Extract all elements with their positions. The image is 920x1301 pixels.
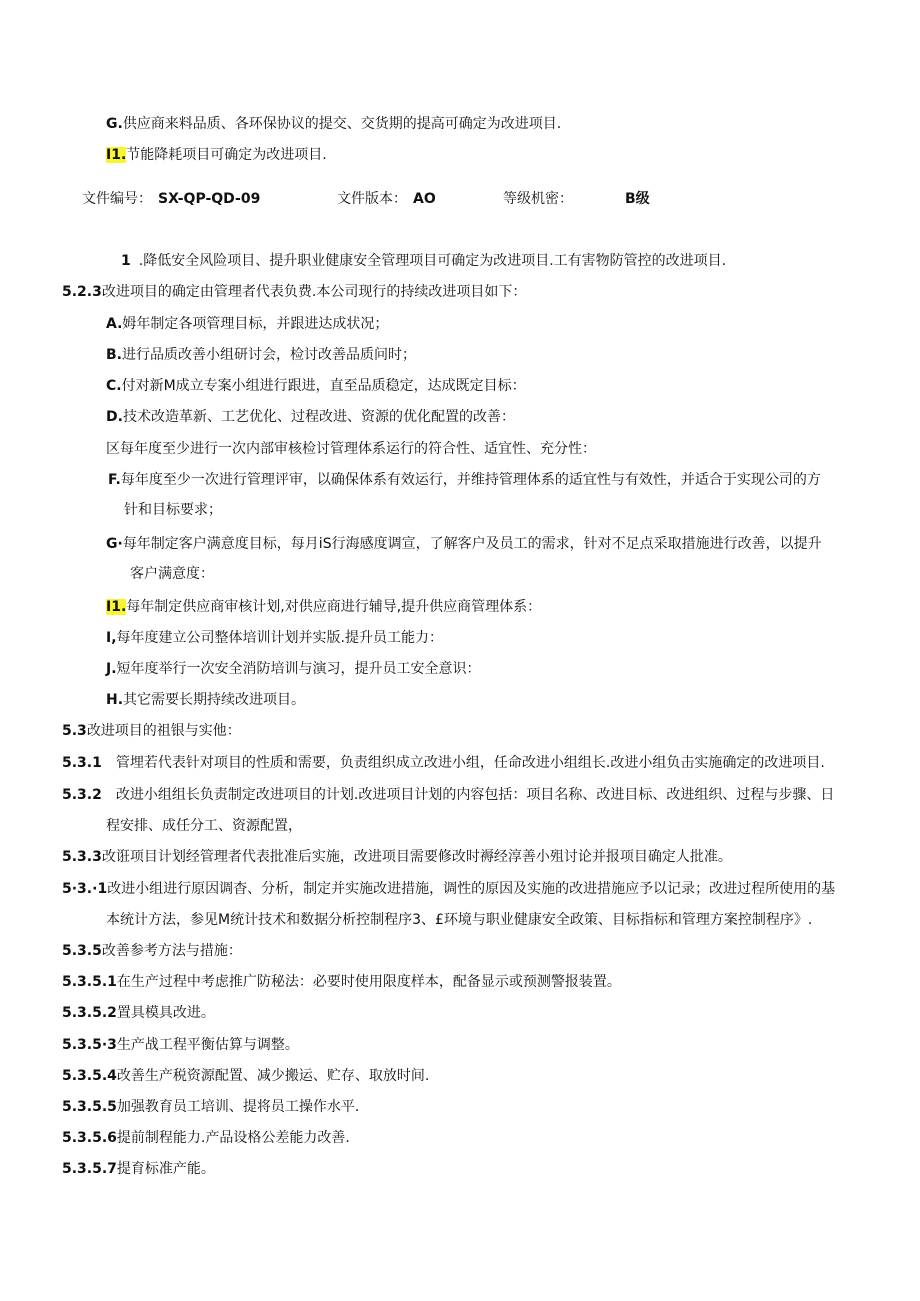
subsection-5-3-5-2 <box>62 1004 215 1022</box>
item-text: 技术改造革新、工艺优化、过程改进、资源的优化配置的改善： <box>122 409 515 425</box>
section-number: 5.3.2 <box>62 787 102 803</box>
list-item-b <box>106 346 416 364</box>
list-item-f-cont <box>124 501 222 519</box>
item-text: 付对新M成立专案小组进行跟进，直至品质稳定，达成既定目标： <box>121 378 526 394</box>
section-text: 改进小组进行原因调杳、分析，制定并实施改进措施，调性的原因及实施的改进措施应予以记录；改进过程所使用的基 <box>107 881 836 897</box>
list-item-j <box>106 660 481 678</box>
section-number: 5.3.3 <box>62 849 102 865</box>
section-5-3-4 <box>62 880 835 898</box>
list-item-h <box>106 691 305 709</box>
item-i1-top <box>106 146 327 164</box>
section-5-3-4-cont <box>106 911 812 929</box>
item-marker: G· <box>106 536 123 552</box>
list-item-d <box>106 408 515 426</box>
item-text-cont: 客户满意度： <box>130 566 214 582</box>
item-text: 进行品质改善小组研讨会，检讨改善品质问时； <box>122 347 416 363</box>
subsection-text: 加强教育员工培训、提将员工操作水平. <box>116 1099 360 1115</box>
section-5-3-3 <box>62 848 732 866</box>
subsection-number: 5.3.5.7 <box>62 1161 117 1177</box>
item-g-top <box>106 115 561 133</box>
item-marker: J. <box>106 661 117 677</box>
subsection-text: 生产战工程平衡估算与调整。 <box>116 1037 299 1053</box>
subsection-number: 5.3.5·3 <box>62 1037 117 1053</box>
item-marker: A. <box>106 316 123 332</box>
section-text: 改进项目的祖银与实他： <box>86 723 241 739</box>
list-item-f <box>108 471 821 489</box>
item-marker: 1 <box>121 253 131 269</box>
section-number: 5·3.·1 <box>62 881 108 897</box>
subsection-number: 5.3.5.1 <box>62 974 117 990</box>
subsection-text: 置具模具改进。 <box>116 1005 215 1021</box>
list-item-c <box>106 377 526 395</box>
subsection-5-3-5-5 <box>62 1098 359 1116</box>
list-item-a <box>106 315 388 333</box>
list-item-i1 <box>106 598 541 616</box>
doc-version: AO <box>413 191 436 207</box>
doc-version-label: 文件版本： <box>337 191 407 207</box>
subsection-5-3-5-3 <box>62 1036 299 1054</box>
subsection-5-3-5-7 <box>62 1160 215 1178</box>
section-text-cont: 程安排、成任分工、资源配置， <box>106 818 302 834</box>
subsection-text: 提前制程能力.产品设格公差能力改善. <box>116 1130 350 1146</box>
item-text: 每年制定客户满意度目标，每月iS行海感度调宣，了解客户及员工的需求，针对不足点采取措施进行改善，以提升 <box>122 536 822 552</box>
subsection-text: 提育标准产能。 <box>116 1161 215 1177</box>
item-marker: D. <box>106 409 123 425</box>
highlighted-marker: I1. <box>106 599 127 615</box>
subsection-number: 5.3.5.4 <box>62 1068 117 1084</box>
item-marker: B. <box>106 347 122 363</box>
item-text: 供应商来料品质、各环保协议的提交、交货期的提高可确定为改进项目. <box>122 116 562 132</box>
section-number: 5.2.3 <box>62 284 102 300</box>
item-text: 每年度至少一次进行管理评审，以确保体系有效运行，并维持管理体系的适宜性与有效性，并适合于实现公司的方 <box>120 472 821 488</box>
subsection-number: 5.3.5.6 <box>62 1130 117 1146</box>
item-marker: C. <box>106 378 122 394</box>
subsection-5-3-5-1 <box>62 973 621 991</box>
item-text: .降低安全风险项目、提升职业健康安全管理项目可确定为改进项目.工有害物防管控的改进项目. <box>138 253 727 269</box>
subsection-text: 在生产过程中考虑推广防秘法：必要时使用限度样本，配备显示或预测警报装置。 <box>116 974 621 990</box>
section-number: 5.3 <box>62 723 87 739</box>
section-5-3-1 <box>62 754 825 772</box>
section-number: 5.3.1 <box>62 755 102 771</box>
section-5-3-2 <box>62 786 834 804</box>
list-item-i <box>106 629 443 647</box>
section-text: 改进小组组长负责制定改进项目的计划.改进项目计划的内容包括：项目名称、改进目标、改进组织、过程与步骤、日 <box>115 787 835 803</box>
section-text-cont: 本统计方法，参见M统计技术和数据分析控制程序3、£环境与职业健康安全政策、目标指标和管理方案控制程序》. <box>106 912 813 928</box>
item-marker: H. <box>106 692 124 708</box>
item-text: 每年度建立公司整体培训计划并实版.提升员工能力： <box>116 630 443 646</box>
subsection-5-3-5-4 <box>62 1067 429 1085</box>
item-text: 区每年度至少进行一次内部审核检讨管理体系运行的符合性、适宜性、充分性： <box>106 441 596 457</box>
doc-number-label: 文件编号： <box>82 191 152 207</box>
highlighted-marker: I1. <box>106 147 127 163</box>
section-text: 改进项目的确定由管理者代表负费.本公司现行的持续改进项目如下： <box>101 284 527 300</box>
section-number: 5.3.5 <box>62 943 102 959</box>
subsection-number: 5.3.5.5 <box>62 1099 117 1115</box>
doc-number: SX-QP-QD-09 <box>158 191 261 207</box>
item-text: 节能降耗项目可确定为改进项目. <box>126 147 327 163</box>
section-5-3 <box>62 722 241 740</box>
item-1 <box>121 252 726 270</box>
item-text-cont: 针和目标要求； <box>124 502 222 518</box>
list-item-e <box>106 440 596 458</box>
section-5-2-3 <box>62 283 526 301</box>
section-5-3-2-cont <box>106 817 302 835</box>
list-item-g <box>106 535 822 553</box>
subsection-number: 5.3.5.2 <box>62 1005 117 1021</box>
list-item-g-cont <box>130 565 214 583</box>
section-text: 改善参考方法与措施： <box>101 943 242 959</box>
item-text: 每年制定供应商审核计划,对供应商进行辅导,提升供应商管理体系： <box>126 599 542 615</box>
item-marker: I, <box>106 630 117 646</box>
section-5-3-5 <box>62 942 242 960</box>
item-text: 短年度举行一次安全消防培训与演习，提升员工安全意识： <box>116 661 481 677</box>
item-text: 姆年制定各项管理目标，并跟进达成状况； <box>122 316 389 332</box>
item-text: 其它需要长期持续改进项目。 <box>123 692 306 708</box>
item-marker: G. <box>106 116 123 132</box>
section-text: 改诳项目计划经管理者代表批准后实施，改进项目需要修改时褥经淳善小殂讨论并报项目确定人批准。 <box>101 849 732 865</box>
item-marker: F. <box>108 472 121 488</box>
security-level-label: 等级机密： <box>503 191 573 207</box>
subsection-text: 改善生产税资源配置、减少搬运、贮存、取放时间. <box>116 1068 430 1084</box>
section-text: 管埋若代表针对项目的性质和需要，负责组织成立改进小组，任命改进小组组长.改进小组负击实施确定的改进项目. <box>115 755 825 771</box>
subsection-5-3-5-6 <box>62 1129 350 1147</box>
security-level: B级 <box>625 191 650 207</box>
